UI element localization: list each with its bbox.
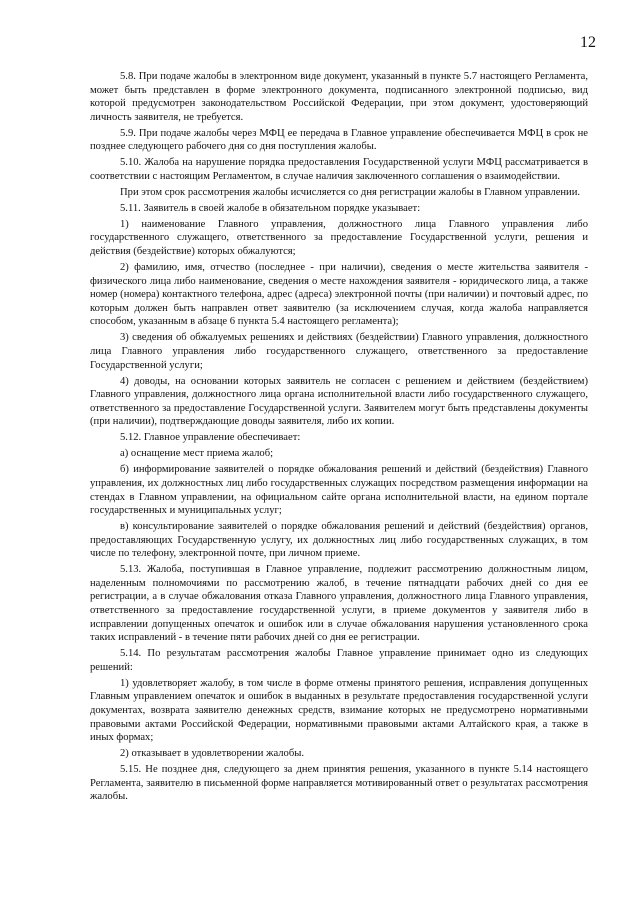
- paragraph-5-11-item-3: 3) сведения об обжалуемых решениях и действиях (бездействии) Главного управления, должностного лица Главного управления либо государственного служащего, ответственного за предоставление Государственной услуги;: [90, 332, 588, 371]
- paragraph-5-12: 5.12. Главное управление обеспечивает:: [120, 432, 301, 444]
- paragraph-5-11-item-2: 2) фамилию, имя, отчество (последнее - при наличии), сведения о месте жительства заявителя - физического лица либо наименование, сведения о месте нахождения заявителя - юридического лица, а также номер (номера) контактного телефона, адрес (адреса) электронной почты (при наличии) и почтовый адрес, по которым должен быть направлен ответ заявителю (за исключением случая, когда жалоба направляется способом, указанным в абзаце 6 пункта 5.4 настоящего регламента);: [90, 262, 588, 328]
- paragraph-5-14: 5.14. По результатам рассмотрения жалобы Главное управление принимает одно из следующих решений:: [90, 648, 588, 673]
- paragraph-5-11: 5.11. Заявитель в своей жалобе в обязательном порядке указывает:: [120, 202, 421, 214]
- paragraph-5-14-item-2: 2) отказывает в удовлетворении жалобы.: [120, 748, 304, 760]
- paragraph-5-12-item-b: б) информирование заявителей о порядке обжалования решений и действий (бездействия) Главного управления, их должностных лиц либо государственных служащих посредством размещения информации на стендах в Главном управлении, на официальном сайте органа исполнительной власти, на едином портале государственных и муниципальных услуг;: [90, 464, 588, 517]
- paragraph-5-14-item-1: 1) удовлетворяет жалобу, в том числе в форме отмены принятого решения, исправления допущенных Главным управлением опечаток и ошибок в выданных в результате предоставления государственной услуги документах, возврата заявителю денежных средств, взимание которых не предусмотрено нормативными правовыми актами Российской Федерации, нормативными правовыми актами Алтайского края, а также в иных формах;: [90, 677, 588, 744]
- paragraph-5-15: 5.15. Не позднее дня, следующего за днем принятия решения, указанного в пункте 5.14 настоящего Регламента, заявителю в письменной форме направляется мотивированный ответ о результатах рассмотрения жалобы.: [90, 764, 588, 803]
- paragraph-5-10-note: При этом срок рассмотрения жалобы исчисляется со дня регистрации жалобы в Главном управлении.: [120, 186, 581, 198]
- paragraph-5-10: 5.10. Жалоба на нарушение порядка предоставления Государственной услуги МФЦ рассматривается в соответствии с настоящим Регламентом, в случае наличия заключенного соглашения о взаимодействии.: [90, 157, 588, 182]
- paragraph-5-12-item-a: а) оснащение мест приема жалоб;: [120, 448, 274, 460]
- paragraph-5-11-item-1: 1) наименование Главного управления, должностного лица Главного управления либо государственного служащего, ответственного за предоставление Государственной услуги, решения и действия (бездействие) которых обжалуются;: [90, 218, 588, 258]
- paragraph-5-8: 5.8. При подаче жалобы в электронном виде документ, указанный в пункте 5.7 настоящего Регламента, может быть представлен в форме электронного документа, подписанного электронной подписью, вид которой предусмотрен законодательством Российской Федерации, при этом документ, удостоверяющий личность заявителя, не требуется.: [90, 71, 588, 123]
- paragraph-5-9: 5.9. При подаче жалобы через МФЦ ее передача в Главное управление обеспечивается МФЦ в срок не позднее следующего рабочего дня со дня поступления жалобы.: [90, 127, 588, 153]
- document-body: [90, 70, 588, 804]
- paragraph-5-12-item-v: в) консультирование заявителей о порядке обжалования решений и действий (бездействия) органов, предоставляющих Государственную услугу, их должностных лиц либо государственных служащих, в том числе по телефону, электронной почте, при личном приеме.: [90, 521, 588, 560]
- paragraph-5-11-item-4: 4) доводы, на основании которых заявитель не согласен с решением и действием (бездействием) Главного управления, должностного лица органа исполнительной власти либо государственного служащего, ответственного за предоставление Государственной услуги. Заявителем могут быть представлены документы (при наличии), подтверждающие доводы заявителя, либо их копии.: [90, 375, 588, 428]
- page-number: 12: [580, 34, 596, 51]
- paragraph-5-13: 5.13. Жалоба, поступившая в Главное управление, подлежит рассмотрению должностным лицом, наделенным полномочиями по рассмотрению жалоб, в течение пятнадцати рабочих дней со дня ее регистрации, а в случае обжалования отказа Главного управления, должностного лица Главного управления, ответственного за предоставление государственной услуги, в приеме документов у заявителя либо в исправлении допущенных опечаток и ошибок или в случае обжалования нарушения установленного срока таких исправлений - в течение пяти рабочих дней со дня ее регистрации.: [90, 564, 588, 644]
